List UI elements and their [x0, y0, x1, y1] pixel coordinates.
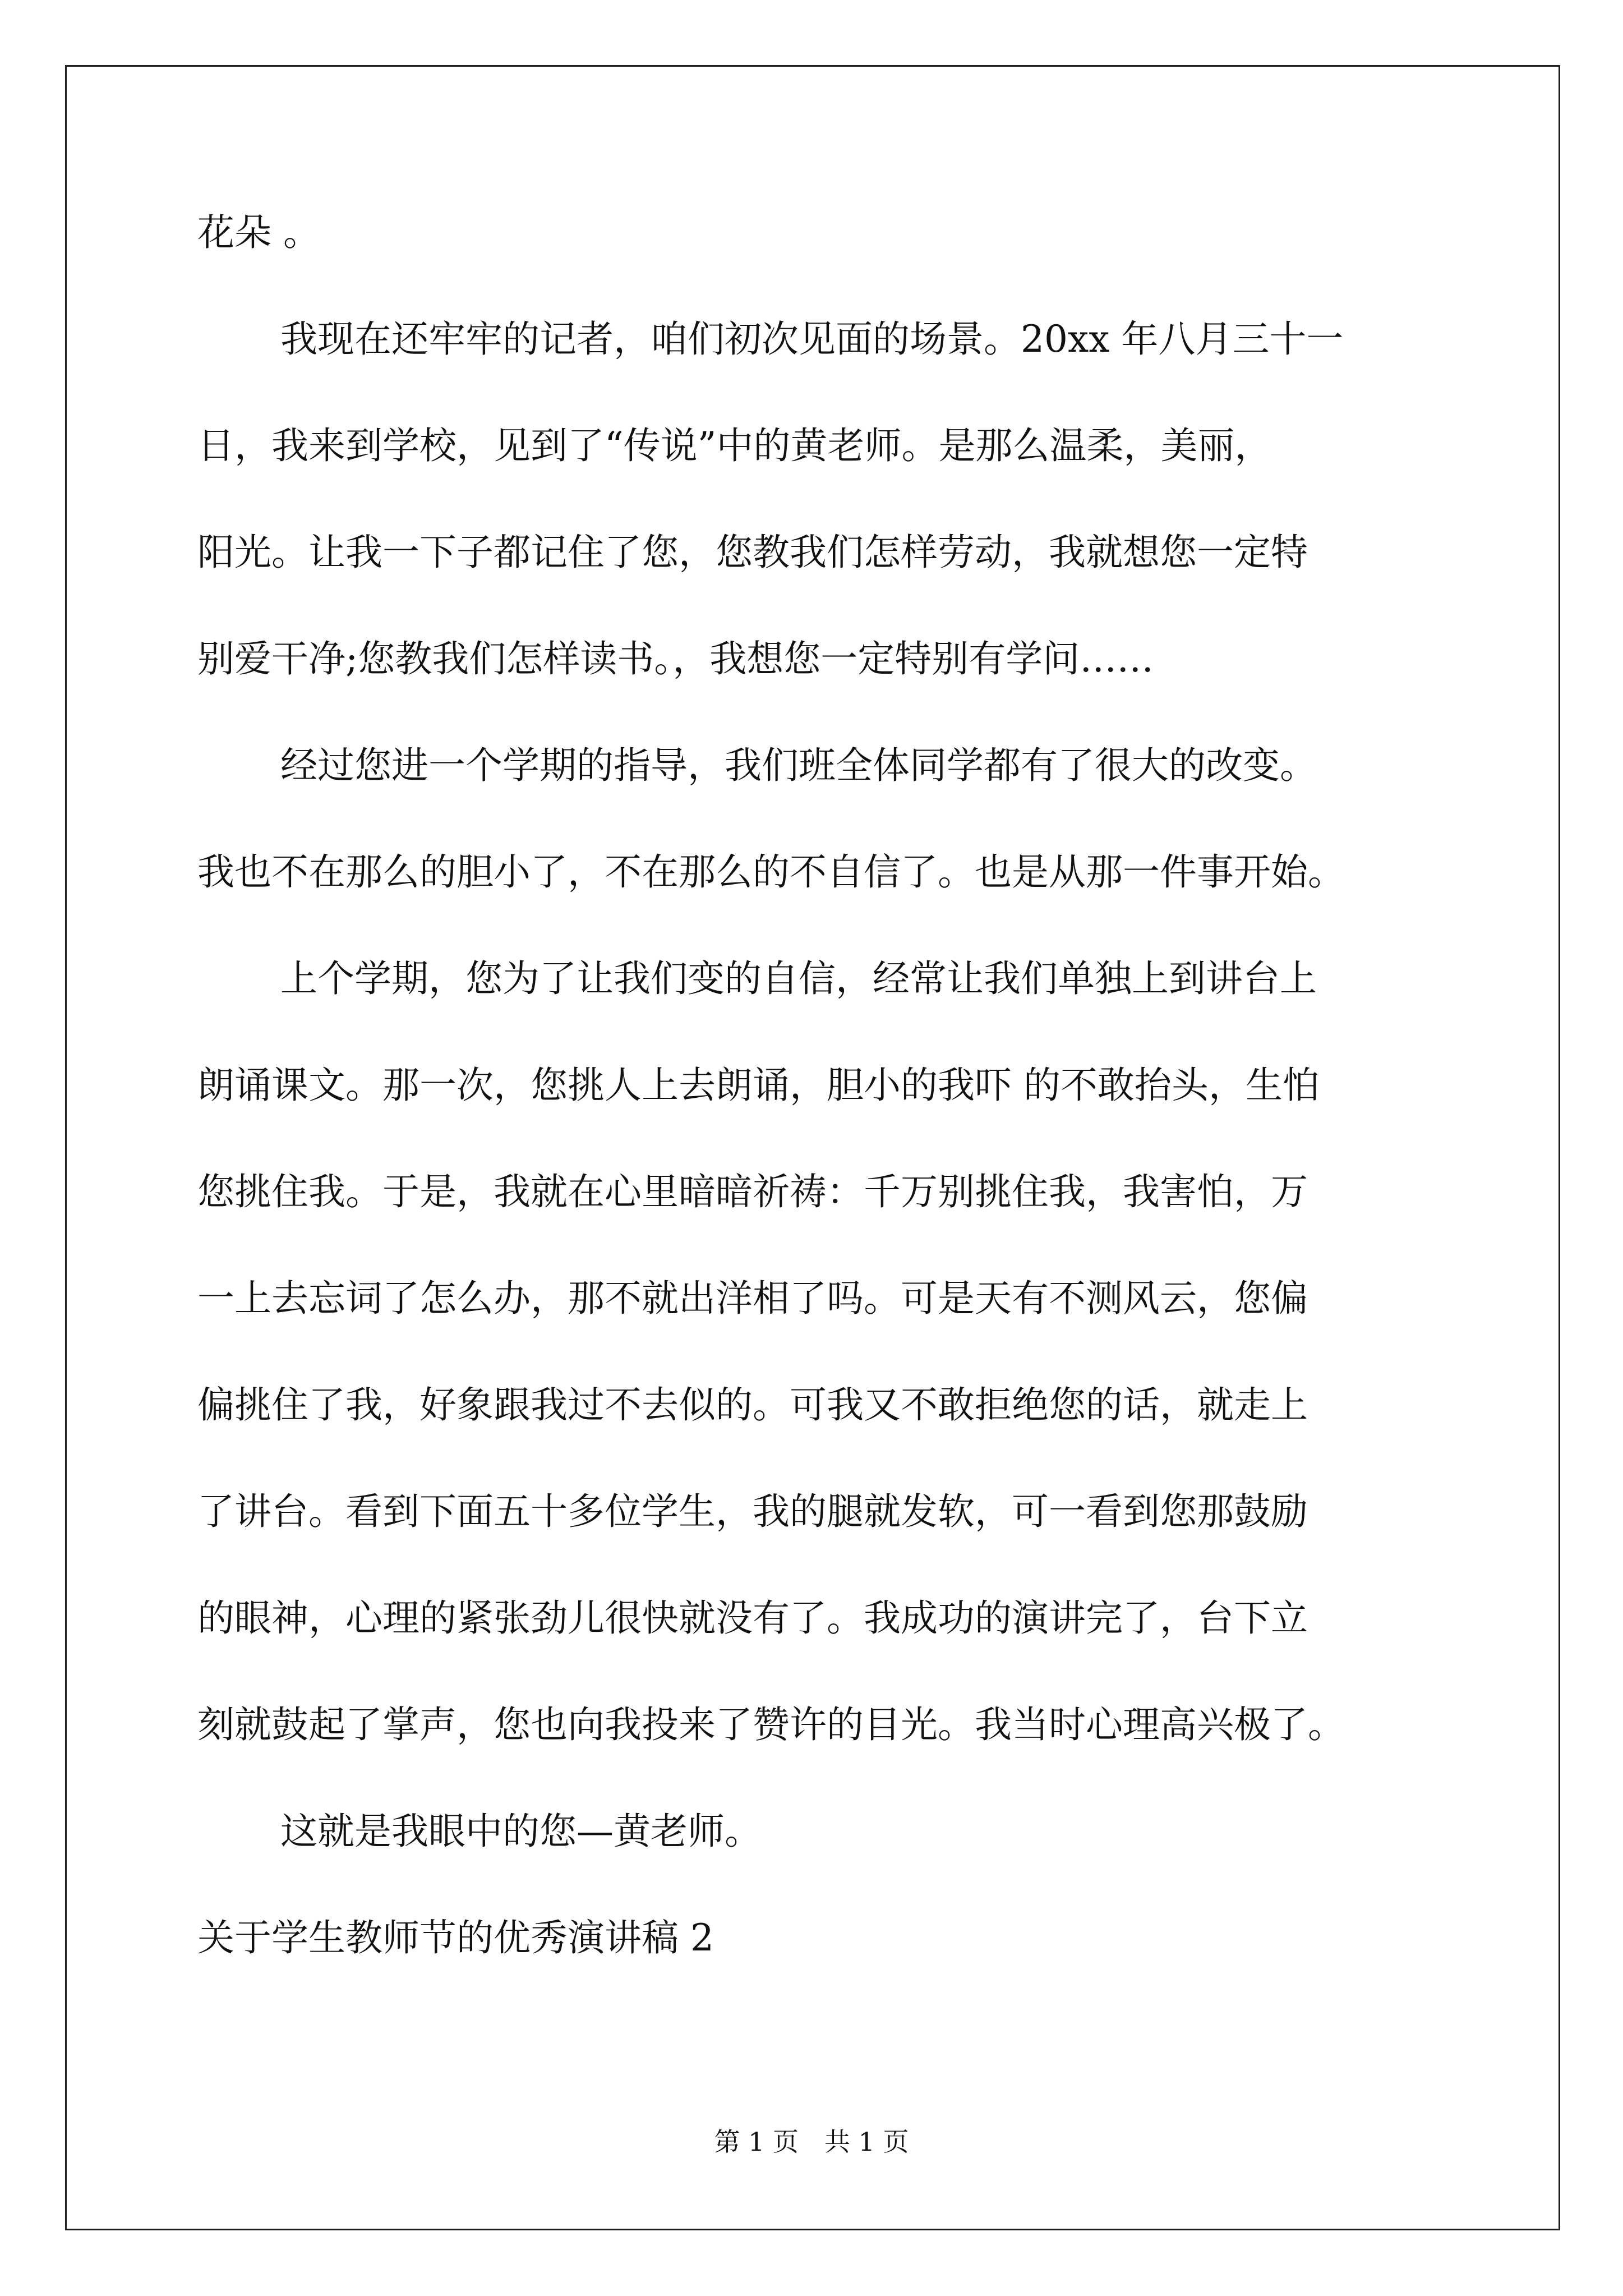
text-line: 花朵 。	[197, 211, 320, 254]
text-line: 日，我来到学校，见到了“传说”中的黄老师。是那么温柔，美丽，	[197, 424, 1272, 467]
page-border	[65, 65, 1560, 2230]
text-line: 您挑住我。于是，我就在心里暗暗祈祷：千万别挑住我，我害怕，万	[197, 1170, 1308, 1213]
text-line: 偏挑住了我，好象跟我过不去似的。可我又不敢拒绝您的话，就走上	[197, 1383, 1308, 1427]
text-line: 一上去忘词了怎么办，那不就出洋相了吗。可是天有不测风云，您偏	[197, 1277, 1308, 1320]
text-line: 上个学期，您为了让我们变的自信，经常让我们单独上到讲台上	[280, 957, 1317, 1000]
text-line: 了讲台。看到下面五十多位学生，我的腿就发软，可一看到您那鼓励	[197, 1490, 1308, 1533]
text-line: 这就是我眼中的您—黄老师。	[280, 1810, 762, 1853]
text-line: 经过您进一个学期的指导，我们班全体同学都有了很大的改变。	[280, 744, 1317, 787]
page-footer: 第 1 页 共 1 页	[714, 2127, 909, 2157]
text-line: 朗诵课文。那一次，您挑人上去朗诵，胆小的我吓 的不敢抬头，生怕	[197, 1064, 1320, 1107]
text-line: 刻就鼓起了掌声，您也向我投来了赞许的目光。我当时心理高兴极了。	[197, 1703, 1345, 1746]
text-line: 阳光。让我一下子都记住了您，您教我们怎样劳动，我就想您一定特	[197, 531, 1308, 574]
text-line: 的眼神，心理的紧张劲儿很快就没有了。我成功的演讲完了，台下立	[197, 1596, 1308, 1640]
text-line: 别爱干净;您教我们怎样读书。，我想您一定特别有学问……	[197, 637, 1154, 680]
text-line: 我也不在那么的胆小了，不在那么的不自信了。也是从那一件事开始。	[197, 850, 1345, 894]
section-heading: 关于学生教师节的优秀演讲稿 2	[197, 1916, 714, 1959]
text-line: 我现在还牢牢的记者，咱们初次见面的场景。20xx 年八月三十一	[280, 318, 1344, 361]
